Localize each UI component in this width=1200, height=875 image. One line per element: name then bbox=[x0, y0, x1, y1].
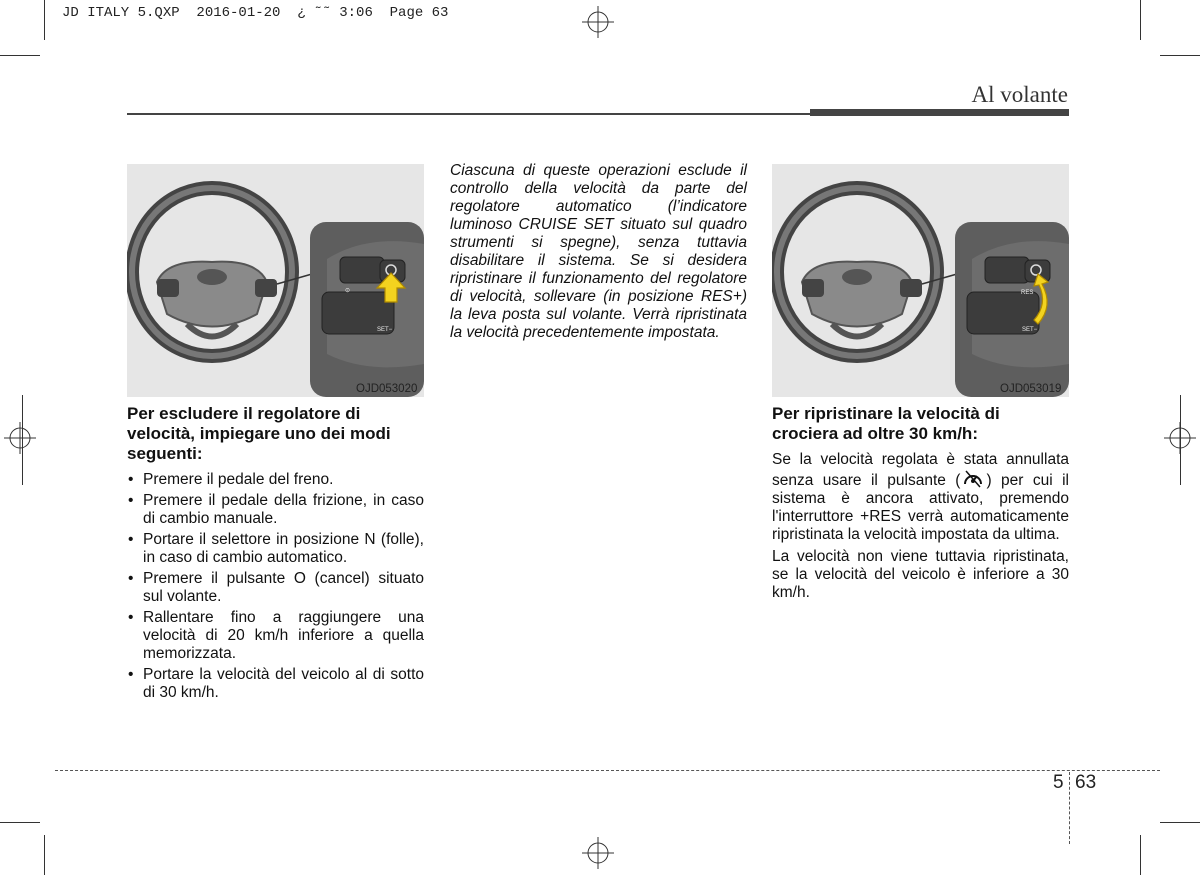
resume-text-end: ) per cui il sistema è ancora attivato, premendo l'interruttore +RES verrà automaticamente ripristinata la velocità impostata da ultima. bbox=[772, 472, 1069, 543]
list-item: • Premere il pedale del freno. bbox=[127, 471, 424, 489]
steering-wheel-illustration bbox=[772, 164, 1069, 397]
left-column bbox=[127, 404, 424, 705]
crop-mark bbox=[44, 835, 45, 875]
steering-wheel-figure-resume bbox=[772, 164, 1069, 397]
right-heading: Per ripristinare la velocità di crociera ad oltre 30 km/h: bbox=[772, 404, 1000, 443]
cancel-methods-list bbox=[127, 471, 424, 702]
chapter-number: 5 bbox=[1053, 772, 1064, 793]
list-item: • Portare la velocità del veicolo al di sotto di 30 km/h. bbox=[127, 666, 424, 702]
list-item: • Premere il pulsante O (cancel) situato sul volante. bbox=[127, 570, 424, 606]
footer-dashed-rule bbox=[55, 770, 1160, 771]
list-item: • Portare il selettore in posizione N (folle), in caso di cambio automatico. bbox=[127, 531, 424, 567]
header-rule bbox=[127, 113, 810, 115]
svg-text:⊙: ⊙ bbox=[345, 288, 351, 294]
header-rule-accent bbox=[810, 109, 1069, 116]
crop-mark bbox=[22, 395, 23, 485]
figure-code-left: OJD053020 bbox=[356, 383, 418, 395]
cruise-cancel-icon bbox=[962, 469, 984, 489]
list-item: • Rallentare fino a raggiungere una velocità di 20 km/h inferiore a quella memorizzata. bbox=[127, 609, 424, 663]
list-item: • Premere il pedale della frizione, in caso di cambio manuale. bbox=[127, 492, 424, 528]
resume-text-start: Se la velocità regolata è stata annullata senza usare il pulsante ( bbox=[772, 451, 1069, 489]
registration-mark-icon bbox=[582, 6, 614, 38]
set-label: SET− bbox=[1022, 327, 1038, 333]
resume-paragraph bbox=[772, 451, 1069, 544]
figure-code-right: OJD053019 bbox=[1000, 383, 1062, 395]
middle-paragraph: Ciascuna di queste operazioni esclude il controllo della velocità da parte del regolatore automatico (l’indicatore luminoso CRUISE SET situato sul quadro strumenti si spegne), senza tuttavia disabilitare il sistema. Se si desidera ripristinare il funzionamento del regolatore di velocità, sollevare (in posizione RES+) la leva posta sul volante. Verrà ripristinata la velocità precedentemente impostata. bbox=[450, 162, 747, 341]
section-title: Al volante bbox=[971, 82, 1068, 107]
crop-mark bbox=[1160, 822, 1200, 823]
res-label: RES bbox=[1021, 290, 1034, 296]
crop-mark bbox=[0, 55, 40, 56]
crop-mark bbox=[1140, 0, 1141, 40]
crop-mark bbox=[44, 0, 45, 40]
crop-mark bbox=[1160, 55, 1200, 56]
registration-mark-icon bbox=[4, 422, 36, 454]
steering-wheel-illustration bbox=[127, 164, 424, 397]
page-number-divider bbox=[1069, 772, 1070, 844]
set-label: SET− bbox=[377, 327, 393, 333]
left-heading: Per escludere il regolatore di velocità, impiegare uno dei modi seguenti: bbox=[127, 404, 391, 463]
crop-mark bbox=[0, 822, 40, 823]
page-number: 63 bbox=[1075, 772, 1097, 793]
right-column bbox=[772, 404, 1069, 606]
resume-note-paragraph: La velocità non viene tuttavia ripristinata, se la velocità del veicolo è inferiore a 30 km/h. bbox=[772, 548, 1069, 601]
steering-wheel-figure-cancel bbox=[127, 164, 424, 397]
crop-mark bbox=[1140, 835, 1141, 875]
registration-mark-icon bbox=[582, 837, 614, 869]
print-slug: JD ITALY 5.QXP 2016-01-20 ¿ ˜˜ 3:06 Page 63 bbox=[62, 5, 449, 21]
crop-mark bbox=[1180, 395, 1181, 485]
